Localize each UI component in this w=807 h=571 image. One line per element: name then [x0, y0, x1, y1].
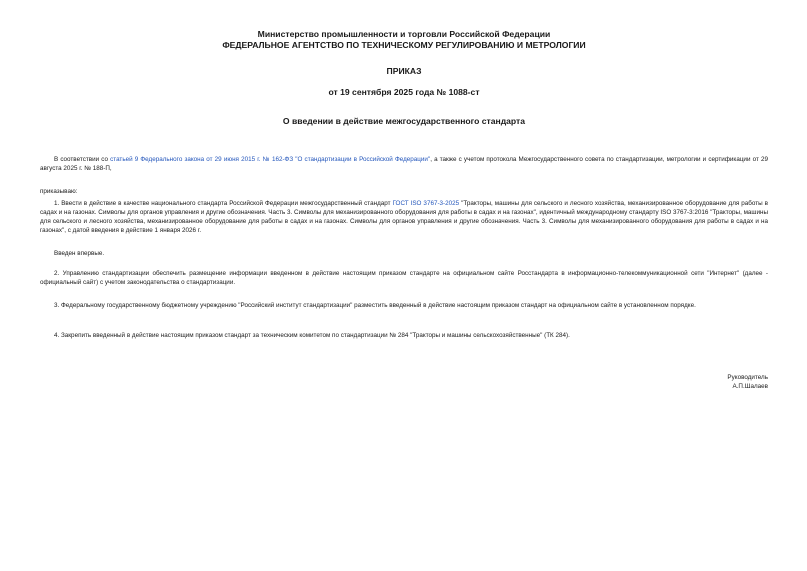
signature-title: Руководитель — [727, 374, 768, 381]
document-page — [40, 0, 768, 571]
item-3-paragraph: 3. Федеральному государственному бюджетному учреждению "Российский институт стандартизации" разместить введенный в действие настоящим приказом стандарт на официальном сайте в установленном порядке. — [54, 302, 696, 309]
intro-paragraph — [40, 155, 768, 173]
item-4-paragraph: 4. Закрепить введенный в действие настоящим приказом стандарт за техническим комитетом по стандартизации № 284 "Тракторы и машины сельскохозяйственные" (ТК 284). — [54, 332, 570, 339]
standard-link[interactable]: ГОСТ ISO 3767-3-2025 — [392, 200, 460, 207]
document-date-number: от 19 сентября 2025 года № 1088-ст — [328, 87, 480, 97]
intro-text-after: , а также с учетом протокола Межгосударственного совета по стандартизации, метрологии и сертификации от 29 августа 2025 г. № 188-П, — [40, 156, 768, 172]
document-type: ПРИКАЗ — [386, 66, 422, 76]
document-title: О введении в действие межгосударственного стандарта — [282, 116, 526, 126]
introduced-first-note: Введен впервые. — [54, 250, 105, 257]
agency-name: ФЕДЕРАЛЬНОЕ АГЕНТСТВО ПО ТЕХНИЧЕСКОМУ РЕГУЛИРОВАНИЮ И МЕТРОЛОГИИ — [222, 40, 586, 50]
intro-text-before: В соответствии со — [54, 156, 111, 163]
item-1-text-after: "Тракторы, машины для сельского и лесного хозяйства, механизированное оборудование для работы в садах и на газонах. Символы для органов управления и другие обозначения. Часть 3. Символы для механизированного оборудования для работы в садах и на газонах", идентичный международному стандарту ISO 3767-3:2016 "Тракторы, машины для сельского и лесного хозяйства, механизированное оборудование для работы в садах и на газонах. Символы для органов управления и другие обозначения. Часть 3. Символы для механизированного оборудования для работы в садах и на газонах", с датой введения в действие 1 января 2026 г. — [40, 200, 768, 234]
order-verb: приказываю: — [40, 188, 78, 195]
item-1-text-before: 1. Ввести в действие в качестве национального стандарта Российской Федерации межгосударственный стандарт — [54, 200, 393, 207]
signature-name: А.П.Шалаев — [732, 383, 768, 390]
law-link[interactable]: статьей 9 Федерального закона от 29 июня 2015 г. № 162-ФЗ "О стандартизации в Российской Федерации" — [110, 156, 431, 163]
item-2-paragraph: 2. Управлению стандартизации обеспечить размещение информации введенном в действие настоящим приказом стандарте на официальном сайте Росстандарта в информационно-телекоммуникационной сети "Интернет" (далее - официальный сайт) с учетом законодательства о стандартизации. — [40, 270, 768, 286]
ministry-name: Министерство промышленности и торговли Российской Федерации — [257, 29, 551, 39]
item-1-paragraph — [40, 199, 768, 235]
